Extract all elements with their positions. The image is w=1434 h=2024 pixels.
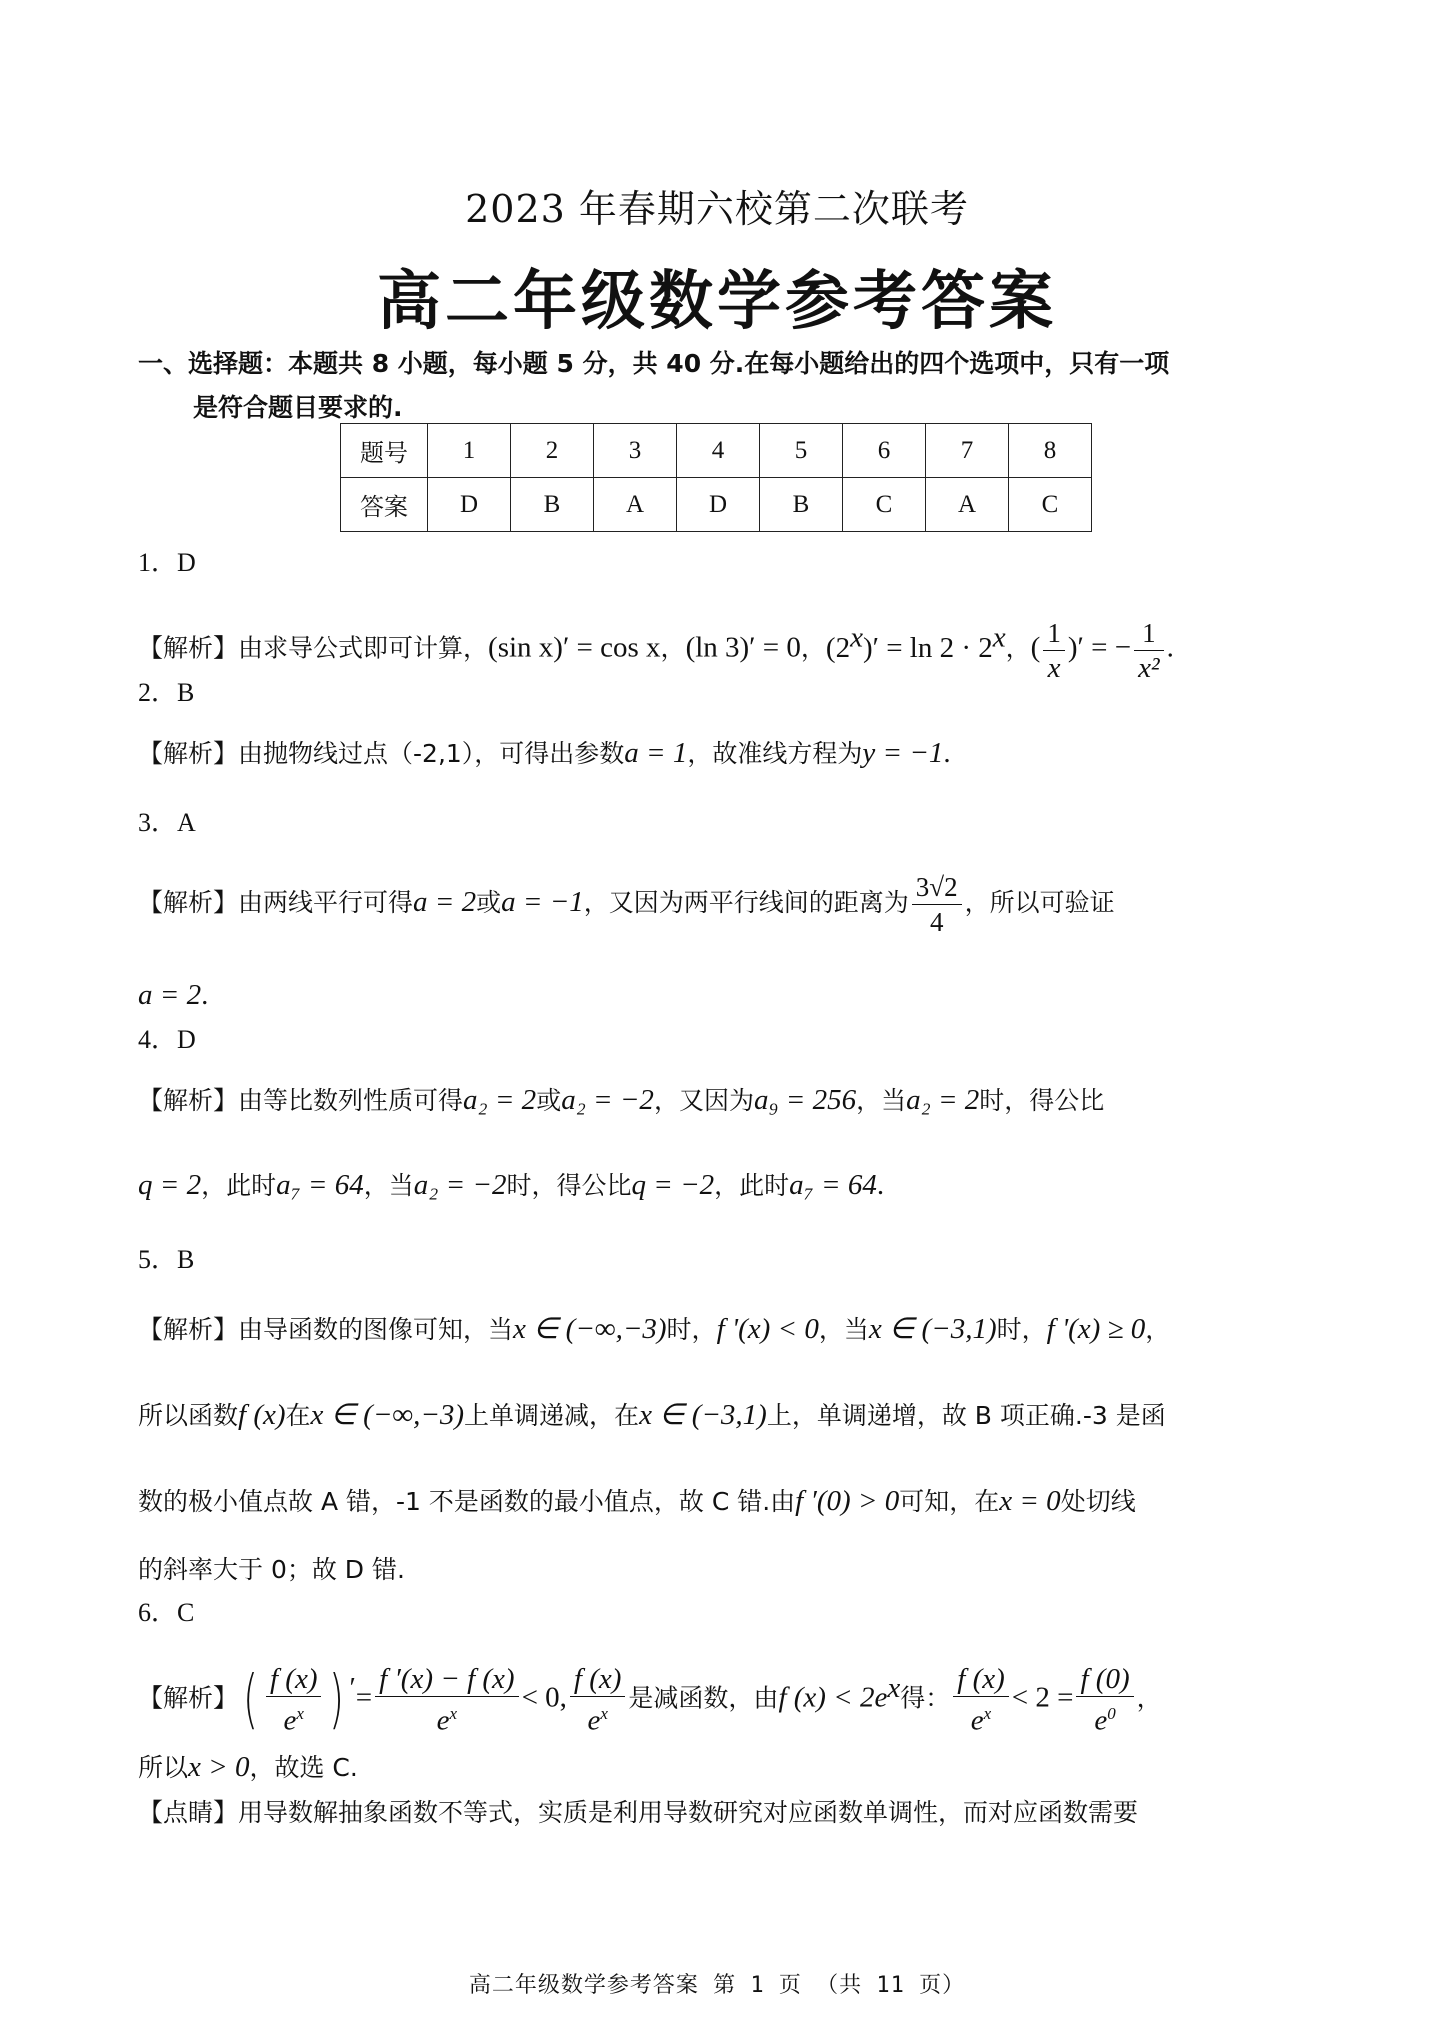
q4-text: ，此时 bbox=[201, 1171, 277, 1200]
q1-intro: 由求导公式即可计算， bbox=[238, 633, 489, 663]
exponent: x bbox=[600, 1704, 608, 1723]
q5-eq: f '(x) < 0 bbox=[716, 1313, 819, 1345]
exponent: 0 bbox=[1107, 1704, 1116, 1723]
table-cell-answer: B bbox=[760, 478, 843, 532]
q2-solution bbox=[138, 738, 951, 769]
table-cell-answer: A bbox=[926, 478, 1009, 532]
q5-eq: f (x) bbox=[238, 1399, 286, 1431]
q6-fraction-derivative bbox=[375, 1662, 518, 1738]
q4-text: ，当 bbox=[363, 1171, 414, 1200]
separator: ， bbox=[800, 633, 826, 663]
table-cell-number: 3 bbox=[594, 424, 677, 478]
q4-eq: q = 2 bbox=[138, 1169, 202, 1201]
q5-eq: f '(x) ≥ 0 bbox=[1046, 1313, 1146, 1345]
base-e: e bbox=[1094, 1704, 1108, 1737]
fraction-numerator: f (x) bbox=[266, 1662, 322, 1697]
q6-solution bbox=[138, 1648, 1162, 1738]
document-title: 高二年级数学参考答案 bbox=[377, 265, 1057, 339]
answer-table bbox=[340, 423, 1092, 532]
q6-text: ，故选 C. bbox=[249, 1753, 358, 1782]
q1-fraction-1-over-x2 bbox=[1134, 616, 1164, 685]
table-cell-answer: C bbox=[843, 478, 926, 532]
q3-heading: 3．A bbox=[138, 808, 196, 837]
table-cell-answer: D bbox=[428, 478, 511, 532]
q4-eq: q = −2 bbox=[631, 1169, 715, 1201]
fraction-denominator bbox=[953, 1697, 1009, 1738]
q5-solution-line-3 bbox=[138, 1486, 1136, 1517]
q6-fraction-fx-over-ex bbox=[953, 1662, 1009, 1738]
q1-eq-sin: (sin x)′ = cos x bbox=[488, 631, 661, 664]
section-1-heading bbox=[138, 342, 1318, 430]
q5-text: 由导函数的图像可知，当 bbox=[238, 1315, 514, 1344]
period: . bbox=[1166, 631, 1174, 664]
table-cell-number: 6 bbox=[843, 424, 926, 478]
fraction-numerator: f (0) bbox=[1076, 1662, 1133, 1697]
fraction-numerator: 1 bbox=[1134, 616, 1164, 651]
q5-text: 可知，在 bbox=[899, 1487, 1000, 1516]
q4-text: ，此时 bbox=[714, 1171, 790, 1200]
q5-eq: x ∈ (−∞,−3) bbox=[310, 1399, 465, 1431]
q1-solution bbox=[138, 600, 1174, 686]
analysis-tag: 【解析】 bbox=[138, 1683, 239, 1713]
q6-fraction-f0-over-e0 bbox=[1076, 1662, 1133, 1738]
q1-recip-paren: ( bbox=[1030, 631, 1041, 664]
q4-text: 时，得公比 bbox=[979, 1086, 1105, 1115]
q5-text: ，当 bbox=[818, 1315, 869, 1344]
exponent: x bbox=[296, 1704, 304, 1723]
q2-text: 由抛物线过点（-2,1），可得出参数 bbox=[238, 739, 625, 768]
q3-text: ，所以可验证 bbox=[964, 888, 1115, 917]
q5-eq: x ∈ (−3,1) bbox=[639, 1399, 767, 1431]
q6-eq: x > 0 bbox=[188, 1751, 250, 1783]
table-cell-answer: D bbox=[677, 478, 760, 532]
q3-or: 或 bbox=[476, 888, 502, 917]
q4-eq: a₇ = 64 bbox=[276, 1169, 364, 1201]
section-1-line-1: 一、选择题：本题共 8 小题，每小题 5 分，共 40 分.在每小题给出的四个选项中，只有一项 bbox=[138, 349, 1170, 378]
fraction-numerator: 1 bbox=[1043, 616, 1065, 651]
separator: ， bbox=[1136, 1683, 1162, 1713]
q5-text: 上，单调递增，故 B 项正确.-3 是函 bbox=[766, 1401, 1166, 1430]
q6-conclusion bbox=[138, 1752, 358, 1783]
q4-eq: a₂ = 2 bbox=[906, 1084, 980, 1116]
q4-eq: a₉ = 256 bbox=[753, 1084, 857, 1116]
section-1-line-2: 是符合题目要求的. bbox=[193, 393, 403, 422]
fraction-denominator: 4 bbox=[929, 907, 944, 937]
fraction-denominator bbox=[570, 1697, 626, 1738]
analysis-tag: 【解析】 bbox=[138, 633, 239, 663]
q6-text: 所以 bbox=[138, 1753, 189, 1782]
q2-heading: 2．B bbox=[138, 678, 195, 707]
q3-text: 由两线平行可得 bbox=[238, 888, 414, 917]
base-e: e bbox=[970, 1704, 984, 1737]
q4-solution-line-1 bbox=[138, 1085, 1104, 1116]
q2-eq-a: a = 1 bbox=[624, 737, 688, 769]
q6-heading: 6．C bbox=[138, 1598, 195, 1627]
q1-exp-part: )′ = ln 2 · 2 bbox=[862, 631, 993, 664]
period: . bbox=[943, 737, 951, 769]
fraction-denominator: x² bbox=[1138, 651, 1160, 684]
q3-eq: a = 2 bbox=[413, 886, 477, 918]
q6-ineq: < 2 = bbox=[1011, 1681, 1074, 1714]
q1-heading: 1．D bbox=[138, 548, 196, 577]
q5-text: 所以函数 bbox=[138, 1401, 239, 1430]
q5-eq: x ∈ (−∞,−3) bbox=[513, 1313, 667, 1345]
page-footer: 高二年级数学参考答案 第 1 页 （共 11 页） bbox=[468, 1973, 966, 1998]
q6-note-text: 用导数解抽象函数不等式，实质是利用导数研究对应函数单调性，而对应函数需要 bbox=[238, 1798, 1139, 1827]
answer-table-row-numbers bbox=[341, 424, 1092, 478]
q5-text: 数的极小值点故 A 错，-1 不是函数的最小值点，故 C 错.由 bbox=[138, 1487, 796, 1516]
fraction-denominator bbox=[1076, 1697, 1133, 1738]
separator: ， bbox=[1005, 633, 1031, 663]
fraction-numerator: f ′(x) − f (x) bbox=[375, 1662, 518, 1697]
analysis-tag: 【解析】 bbox=[138, 888, 239, 917]
separator: ， bbox=[660, 633, 686, 663]
period: . bbox=[201, 979, 209, 1011]
q5-solution-line-1 bbox=[138, 1314, 1170, 1345]
period: . bbox=[876, 1169, 885, 1201]
table-cell-answer: A bbox=[594, 478, 677, 532]
answer-table-row-answers bbox=[341, 478, 1092, 532]
q1-fraction-1-over-x bbox=[1043, 616, 1065, 685]
q3-text: ，又因为两平行线间的距离为 bbox=[583, 888, 909, 917]
q6-fraction-fx-over-ex bbox=[570, 1662, 626, 1738]
q4-text: ，当 bbox=[856, 1086, 907, 1115]
right-paren-icon: ) bbox=[329, 1662, 345, 1737]
table-cell-answer: B bbox=[511, 478, 594, 532]
analysis-tag: 【解析】 bbox=[138, 1315, 239, 1344]
q4-heading: 4．D bbox=[138, 1025, 196, 1054]
q5-eq: f ′(0) > 0 bbox=[795, 1485, 900, 1517]
q6-fraction-fx-over-ex bbox=[266, 1662, 322, 1738]
table-cell-number: 5 bbox=[760, 424, 843, 478]
q5-text: ， bbox=[1145, 1315, 1171, 1344]
q4-eq: a₂ = −2 bbox=[561, 1084, 654, 1116]
q1-eq-ln3: (ln 3)′ = 0 bbox=[685, 631, 801, 664]
fraction-denominator bbox=[375, 1697, 518, 1738]
q3-solution bbox=[138, 862, 1115, 943]
q2-text: ，故准线方程为 bbox=[687, 739, 863, 768]
q5-text: 时， bbox=[996, 1315, 1047, 1344]
q5-text: 处切线 bbox=[1060, 1487, 1136, 1516]
fraction-numerator: 3√2 bbox=[912, 870, 962, 905]
fraction-denominator: x bbox=[1047, 651, 1061, 684]
q1-exp-sup: x bbox=[992, 621, 1006, 653]
q4-text: ，又因为 bbox=[653, 1086, 754, 1115]
fraction-numerator: f (x) bbox=[953, 1662, 1009, 1697]
exponent: x bbox=[887, 1672, 901, 1704]
left-paren-icon: ( bbox=[243, 1662, 258, 1737]
analysis-tag: 【解析】 bbox=[138, 739, 239, 768]
q6-eq: f (x) < 2e bbox=[778, 1681, 888, 1714]
q4-text: 时，得公比 bbox=[506, 1171, 632, 1200]
q3-eq: a = 2 bbox=[138, 979, 202, 1011]
q1-recip-eq: )′ = − bbox=[1067, 631, 1132, 664]
table-cell-number: 8 bbox=[1009, 424, 1092, 478]
q4-eq: a₂ = −2 bbox=[413, 1169, 507, 1201]
table-cell-number: 2 bbox=[511, 424, 594, 478]
q5-solution-line-4: 的斜率大于 0；故 D 错. bbox=[138, 1555, 405, 1584]
base-e: e bbox=[587, 1704, 601, 1737]
base-e: e bbox=[283, 1704, 297, 1737]
q5-heading: 5．B bbox=[138, 1245, 195, 1274]
q6-ineq: < 0, bbox=[521, 1681, 567, 1714]
q3-conclusion bbox=[138, 980, 208, 1011]
q5-text: 时， bbox=[666, 1315, 717, 1344]
q2-eq-directrix: y = −1 bbox=[862, 737, 944, 769]
exponent: x bbox=[449, 1704, 458, 1723]
q1-exp-part: (2 bbox=[825, 631, 851, 664]
table-cell-number: 1 bbox=[428, 424, 511, 478]
table-cell-number: 4 bbox=[677, 424, 760, 478]
q4-text: 由等比数列性质可得 bbox=[238, 1086, 464, 1115]
q5-eq: x = 0 bbox=[999, 1485, 1061, 1517]
q6-note bbox=[138, 1798, 1138, 1828]
fraction-denominator bbox=[266, 1697, 322, 1738]
q5-text: 在 bbox=[285, 1401, 311, 1430]
base-e: e bbox=[436, 1704, 450, 1737]
fraction-numerator: f (x) bbox=[570, 1662, 626, 1697]
q5-eq: x ∈ (−3,1) bbox=[868, 1313, 997, 1345]
note-tag: 【点睛】 bbox=[138, 1798, 239, 1827]
derivative-prime: ′ bbox=[349, 1672, 356, 1704]
exam-title: 2023 年春期六校第二次联考 bbox=[465, 187, 969, 231]
analysis-tag: 【解析】 bbox=[138, 1086, 239, 1115]
q3-distance-fraction bbox=[912, 870, 962, 939]
q6-text: 得： bbox=[900, 1683, 951, 1713]
table-cell-number: 7 bbox=[926, 424, 1009, 478]
table-header-question-number: 题号 bbox=[341, 424, 428, 478]
q5-solution-line-2 bbox=[138, 1400, 1166, 1431]
q4-eq: a₇ = 64 bbox=[789, 1169, 877, 1201]
q6-text: 是减函数，由 bbox=[628, 1683, 779, 1713]
q1-exp-sup: x bbox=[850, 621, 863, 653]
q4-eq: a₂ = 2 bbox=[463, 1084, 537, 1116]
equals-sign: = bbox=[355, 1681, 373, 1714]
table-cell-answer: C bbox=[1009, 478, 1092, 532]
exponent: x bbox=[983, 1704, 992, 1723]
table-header-answer: 答案 bbox=[341, 478, 428, 532]
q4-or: 或 bbox=[536, 1086, 562, 1115]
q1-eq-exp bbox=[825, 621, 1006, 664]
q5-text: 上单调递减，在 bbox=[464, 1401, 640, 1430]
q4-solution-line-2 bbox=[138, 1170, 884, 1201]
q3-eq: a = −1 bbox=[501, 886, 584, 918]
